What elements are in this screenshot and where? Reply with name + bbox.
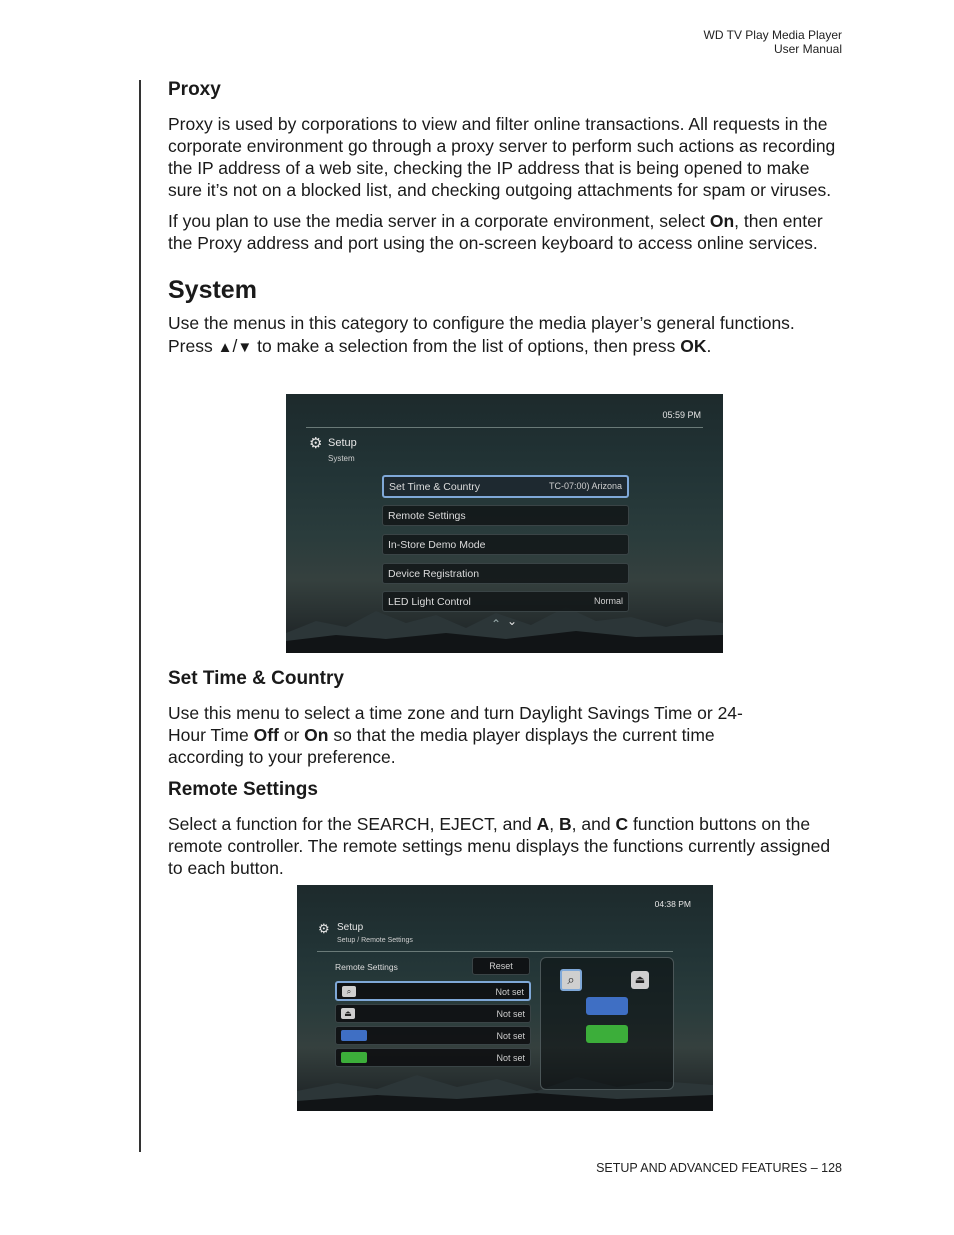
setup-title: Setup — [328, 437, 357, 449]
remote-settings-screenshot — [297, 885, 713, 1111]
remote-row-eject[interactable] — [335, 1004, 531, 1023]
menu-item-set-time[interactable] — [382, 475, 629, 498]
margin-rule — [139, 80, 141, 1152]
proxy-paragraph-1: Proxy is used by corporations to view and filter online transactions. All requests in the corporate environment go through a proxy server to perform such actions as recording the IP address of a web site, checking the IP address that is being opened to make sure it’s not on a blocked list, and checking outgoing attachments for spam or viruses. — [168, 114, 836, 200]
row-value: Not set — [496, 1009, 525, 1019]
gear-icon: ⚙ — [309, 435, 323, 452]
row-value: Not set — [495, 987, 524, 997]
scroll-down-icon[interactable]: ⌄ — [507, 614, 518, 628]
period: . — [706, 336, 712, 356]
remote-paragraph — [168, 813, 844, 879]
remote-row-search[interactable] — [335, 981, 531, 1001]
menu-item-label: Remote Settings — [388, 510, 466, 522]
green-key[interactable] — [586, 1025, 628, 1043]
top-divider — [306, 427, 703, 428]
remote-preview-panel — [540, 957, 674, 1090]
proxy-text-b: , then enter the Proxy address and port using the on-screen keyboard to access online services. — [168, 211, 823, 253]
top-divider — [317, 951, 673, 952]
proxy-on: On — [709, 211, 735, 231]
off-word: Off — [253, 725, 279, 745]
set-time-heading: Set Time & Country — [168, 668, 344, 689]
set-time-text-a: Use this menu to select a time zone and turn Daylight Savings Time or 24-Hour Time — [168, 703, 743, 745]
menu-item-label: In-Store Demo Mode — [388, 539, 486, 551]
proxy-heading: Proxy — [168, 79, 221, 100]
header-manual: User Manual — [773, 42, 842, 56]
system-intro: Use the menus in this category to configure the media player’s general functions. — [168, 313, 795, 333]
scroll-up-icon[interactable]: ⌃ — [491, 617, 502, 631]
button-c: C — [615, 814, 629, 834]
proxy-text-a: If you plan to use the media server in a corporate environment, select — [168, 211, 710, 231]
proxy-paragraph-2 — [168, 210, 844, 254]
comma: , — [549, 814, 560, 834]
up-arrow-icon: ▲ — [217, 339, 233, 356]
row-value: Not set — [496, 1053, 525, 1063]
running-header — [704, 28, 843, 56]
system-heading: System — [168, 276, 257, 304]
eject-icon: ⏏ — [341, 1008, 355, 1019]
eject-icon[interactable]: ⏏ — [631, 971, 649, 989]
search-icon: ⌕ — [342, 986, 356, 997]
button-b: B — [559, 814, 572, 834]
menu-item-label: Device Registration — [388, 568, 480, 580]
menu-item-led-light[interactable] — [382, 591, 629, 612]
setup-breadcrumb: Setup / Remote Settings — [337, 937, 413, 944]
press-text-b: to make a selection from the list of options, then press — [257, 336, 676, 356]
down-arrow-icon: ▼ — [237, 339, 253, 356]
menu-item-label: Set Time & Country — [389, 481, 481, 493]
reset-label: Reset — [489, 961, 513, 971]
set-time-text-b: so that the media player displays the current time according to your preference. — [168, 725, 715, 767]
green-button-icon — [341, 1052, 367, 1063]
menu-item-label: LED Light Control — [388, 596, 471, 608]
menu-item-device-registration[interactable] — [382, 563, 629, 584]
menu-item-value: Normal — [593, 596, 623, 606]
on-word: On — [304, 725, 329, 745]
remote-text-b: function buttons on the remote controller. The remote settings menu displays the functions currently assigned to each button. — [168, 814, 831, 878]
set-time-paragraph — [168, 702, 768, 768]
or-word: or — [278, 725, 305, 745]
system-menu-screenshot — [286, 394, 723, 653]
reset-button[interactable] — [472, 957, 530, 975]
row-value: Not set — [496, 1031, 525, 1041]
press-text: Press — [168, 336, 213, 356]
blue-button-icon — [341, 1030, 367, 1041]
gear-icon: ⚙ — [318, 921, 330, 936]
page-content — [168, 79, 844, 359]
list-label: Remote Settings — [335, 962, 398, 972]
blue-key[interactable] — [586, 997, 628, 1015]
remote-heading: Remote Settings — [168, 779, 318, 800]
slash: / — [232, 336, 238, 356]
setup-title: Setup — [337, 922, 364, 933]
page-footer: SETUP AND ADVANCED FEATURES – 128 — [596, 1161, 842, 1175]
remote-text-a: Select a function for the SEARCH, EJECT, and — [168, 814, 537, 834]
ok-key: OK — [680, 336, 707, 356]
and-word: , and — [571, 814, 616, 834]
clock: 05:59 PM — [662, 410, 701, 420]
search-icon[interactable]: ⌕ — [560, 969, 582, 991]
menu-item-remote-settings[interactable] — [382, 505, 629, 526]
clock: 04:38 PM — [654, 899, 691, 909]
system-press — [168, 335, 844, 359]
header-product: WD TV Play Media Player — [703, 28, 842, 42]
setup-breadcrumb: System — [328, 454, 355, 463]
button-a: A — [536, 814, 550, 834]
page-content-2 — [168, 668, 844, 879]
remote-row-blue[interactable] — [335, 1026, 531, 1045]
remote-row-green[interactable] — [335, 1048, 531, 1067]
menu-item-demo-mode[interactable] — [382, 534, 629, 555]
menu-item-value: TC-07:00) Arizona — [548, 481, 622, 491]
